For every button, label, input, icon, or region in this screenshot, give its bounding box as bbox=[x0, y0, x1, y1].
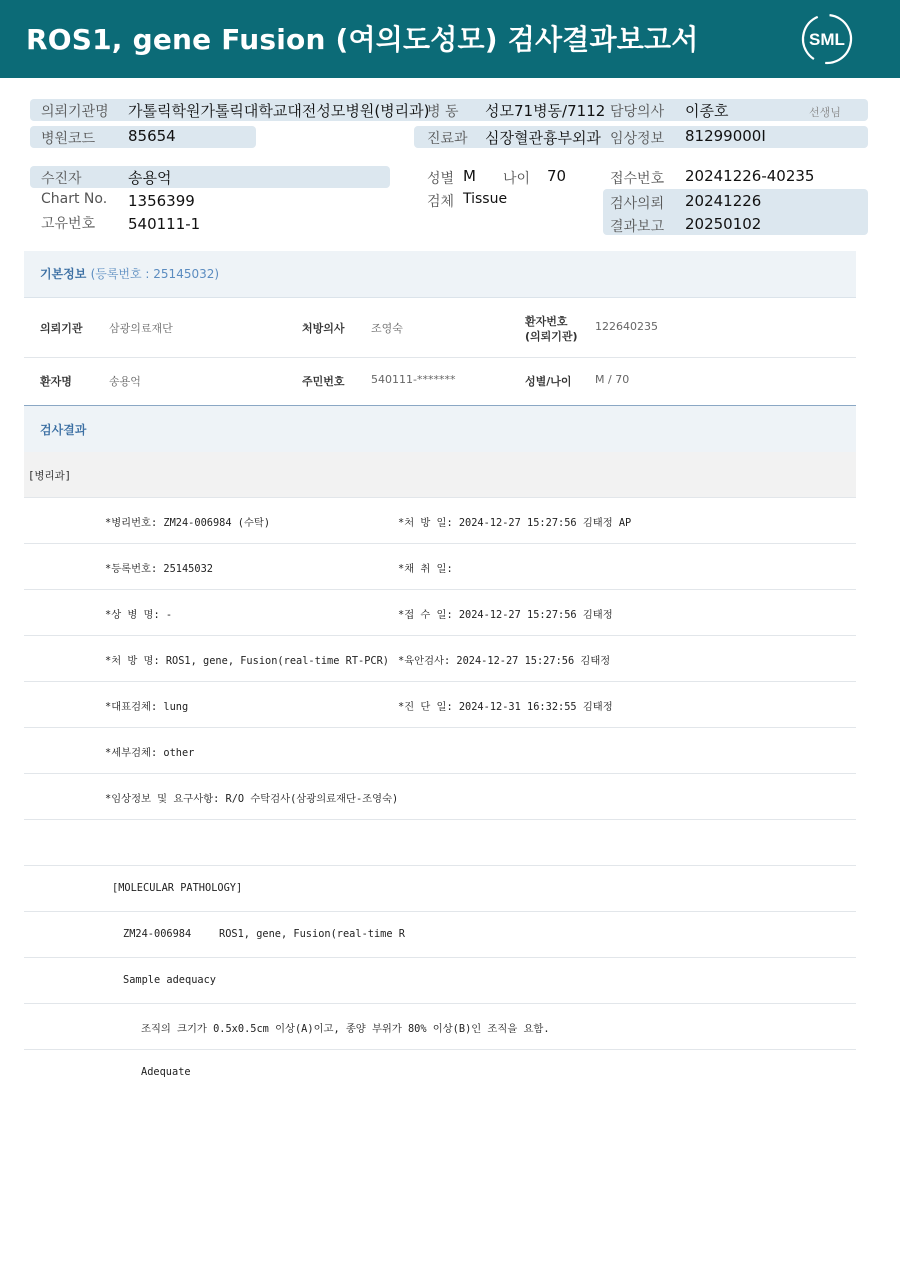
report-title: ROS1, gene Fusion (여의도성모) 검사결과보고서 bbox=[26, 23, 699, 56]
sex-age-key: 성별/나이 bbox=[525, 375, 572, 388]
result-left: *대표검체: lung bbox=[105, 701, 189, 713]
basic-info-row-1 bbox=[24, 298, 856, 358]
result-right: *접 수 일: 2024-12-27 15:27:56 김태정 bbox=[398, 609, 613, 621]
prescriber-value: 조영숙 bbox=[371, 322, 403, 335]
rrn-value: 540111-******* bbox=[371, 373, 456, 386]
org-value: 삼광의료재단 bbox=[109, 322, 173, 335]
chart-value: 1356399 bbox=[128, 192, 195, 210]
basic-info-header bbox=[24, 251, 856, 298]
sex-age-value: M / 70 bbox=[595, 373, 630, 386]
svg-text:SML: SML bbox=[809, 30, 845, 49]
result-left: *상 병 명: - bbox=[105, 609, 173, 621]
doctor-value: 이종호 bbox=[685, 102, 729, 120]
specimen-label: 검체 bbox=[427, 194, 455, 210]
sml-logo bbox=[800, 12, 854, 66]
patient-id-value: 122640235 bbox=[595, 320, 658, 333]
patient-id-key: 환자번호 bbox=[525, 315, 568, 328]
sex-value: M bbox=[463, 167, 476, 185]
result-row bbox=[24, 498, 856, 544]
req-org-value: 가톨릭학원가톨릭대학교대전성모병원(병리과) bbox=[128, 102, 430, 120]
unique-value: 540111-1 bbox=[128, 215, 201, 233]
patient-label: 수진자 bbox=[41, 171, 82, 187]
dept-value: 심장혈관흉부외과 bbox=[485, 129, 601, 147]
result-row bbox=[24, 636, 856, 682]
chart-label: Chart No. bbox=[41, 191, 108, 207]
patient-value: 송용억 bbox=[128, 169, 172, 187]
mol-title-row bbox=[24, 866, 856, 912]
rrn-key: 주민번호 bbox=[302, 375, 345, 388]
name-value: 송용억 bbox=[109, 375, 141, 388]
results-title: 검사결과 bbox=[40, 423, 87, 437]
results-header bbox=[24, 405, 856, 452]
mol-id: ZM24-006984 bbox=[123, 928, 192, 940]
result-left: *병리번호: ZM24-006984 (수탁) bbox=[105, 517, 271, 529]
prescriber-key: 처방의사 bbox=[302, 322, 345, 335]
result-row bbox=[24, 774, 856, 820]
dept-label: 진료과 bbox=[427, 131, 468, 147]
result-right: *채 취 일: bbox=[398, 563, 453, 575]
result-right: *진 단 일: 2024-12-31 16:32:55 김태정 bbox=[398, 701, 613, 713]
receipt-label: 접수번호 bbox=[610, 171, 665, 187]
req-org-label: 의뢰기관명 bbox=[41, 104, 109, 120]
basic-info-row-2 bbox=[24, 358, 856, 405]
org-key: 의뢰기관 bbox=[40, 322, 83, 335]
patient-highlight bbox=[30, 166, 390, 188]
adequacy-title-row bbox=[24, 958, 856, 1004]
dept-row bbox=[24, 452, 856, 498]
result-row bbox=[24, 682, 856, 728]
receipt-value: 20241226-40235 bbox=[685, 167, 815, 185]
unique-label: 고유번호 bbox=[41, 216, 96, 232]
mol-title: [MOLECULAR PATHOLOGY] bbox=[112, 882, 243, 894]
adequacy-desc: 조직의 크기가 0.5x0.5cm 이상(A)이고, 종양 부위가 80% 이상(B)인 조직을 요함. bbox=[141, 1023, 550, 1035]
result-right: *육안검사: 2024-12-27 15:27:56 김태정 bbox=[398, 655, 611, 667]
hosp-code-label: 병원코드 bbox=[41, 131, 96, 147]
blank-row bbox=[24, 820, 856, 866]
patient-id-key-sub: (의뢰기관) bbox=[525, 330, 578, 343]
adequacy-value: Adequate bbox=[141, 1066, 191, 1078]
result-left: *임상정보 및 요구사항: R/O 수탁검사(삼광의료재단-조영숙) bbox=[105, 793, 399, 805]
clinical-label: 임상정보 bbox=[610, 131, 665, 147]
hosp-code-value: 85654 bbox=[128, 127, 176, 145]
age-label: 나이 bbox=[503, 171, 531, 187]
result-left: *세부검체: other bbox=[105, 747, 195, 759]
request-label: 검사의뢰 bbox=[610, 196, 665, 212]
result-row bbox=[24, 728, 856, 774]
result-row bbox=[24, 544, 856, 590]
result-left: *처 방 명: ROS1, gene, Fusion(real-time RT-PCR) bbox=[105, 655, 390, 667]
ward-label: 병 동 bbox=[427, 104, 459, 120]
specimen-value: Tissue bbox=[463, 191, 508, 207]
basic-info-title: 기본정보 (등록번호 : 25145032) bbox=[40, 267, 220, 281]
reg-number: (등록번호 : 25145032) bbox=[90, 267, 220, 281]
doctor-suffix: 선생님 bbox=[809, 106, 841, 119]
sex-label: 성별 bbox=[427, 171, 455, 187]
mol-name: ROS1, gene, Fusion(real-time R bbox=[219, 928, 405, 940]
name-key: 환자명 bbox=[40, 375, 72, 388]
doctor-label: 담당의사 bbox=[610, 104, 665, 120]
dept-title: [병리과] bbox=[28, 470, 72, 482]
clinical-value: 81299000I bbox=[685, 127, 766, 145]
age-value: 70 bbox=[547, 167, 567, 185]
adequacy-title: Sample adequacy bbox=[123, 974, 216, 986]
ward-value: 성모71병동/7112 bbox=[485, 102, 606, 120]
report-value: 20250102 bbox=[685, 215, 762, 233]
report-label: 결과보고 bbox=[610, 219, 665, 235]
request-value: 20241226 bbox=[685, 192, 762, 210]
adequacy-desc-row bbox=[24, 1004, 856, 1050]
adequacy-value-row bbox=[24, 1050, 856, 1096]
result-right: *처 방 일: 2024-12-27 15:27:56 김태정 AP bbox=[398, 517, 632, 529]
mol-test-row bbox=[24, 912, 856, 958]
result-left: *등록번호: 25145032 bbox=[105, 563, 213, 575]
result-row bbox=[24, 590, 856, 636]
report-header bbox=[0, 0, 900, 78]
